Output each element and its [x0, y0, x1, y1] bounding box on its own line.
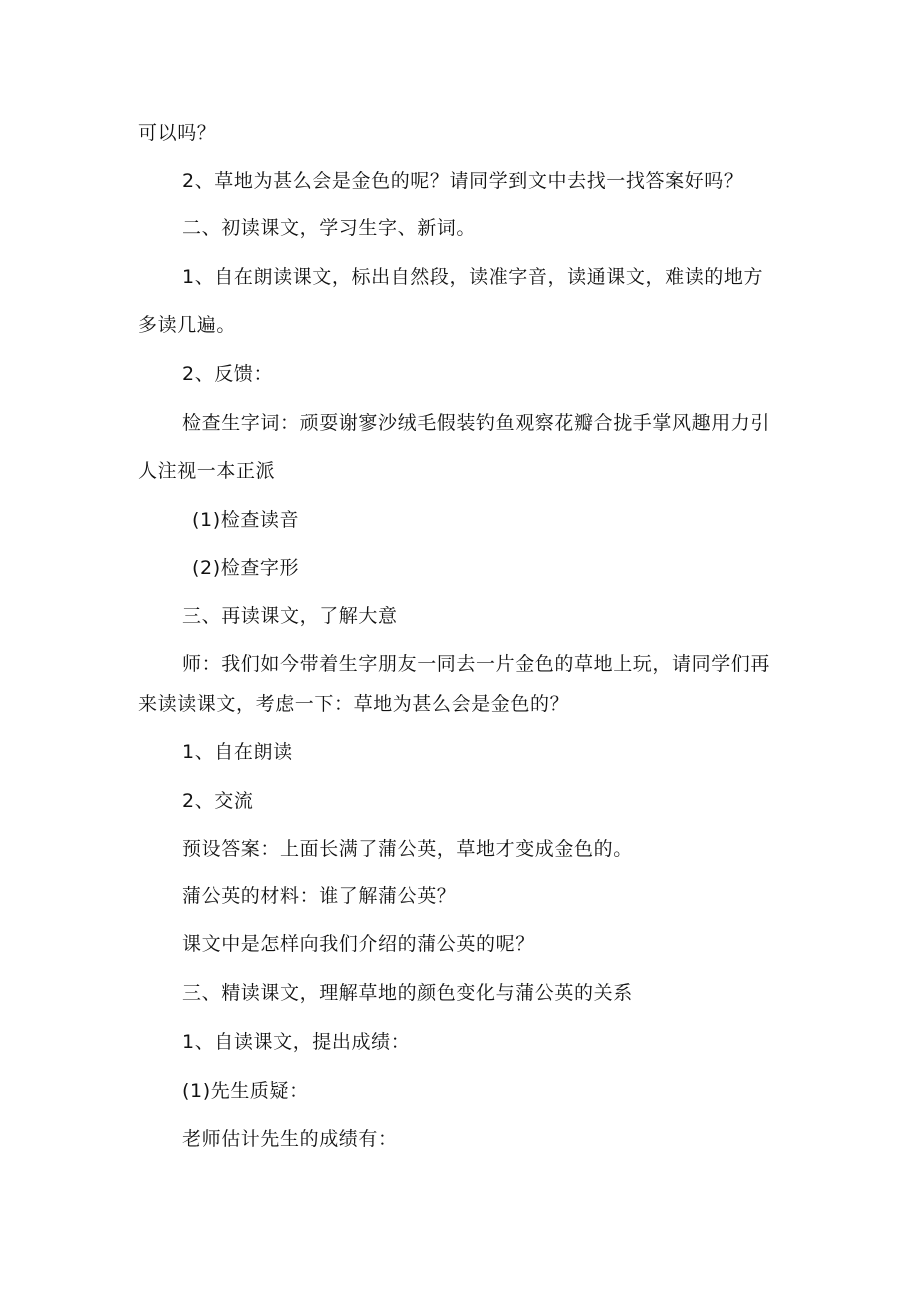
text-line-continuation: 可以吗？	[138, 122, 217, 144]
text-line-check-pronunciation: (1)检查读音	[192, 509, 300, 531]
text-line-question-raise: (1)先生质疑：	[182, 1080, 309, 1102]
text-line-answer: 预设答案：上面长满了蒲公英，草地才变成金色的。	[182, 838, 633, 860]
text-line-self-read: 1、自读课文，提出成绩：	[182, 1031, 411, 1053]
text-line-intro: 课文中是怎样向我们介绍的蒲公英的呢？	[182, 933, 535, 955]
text-line-check-shape: (2)检查字形	[192, 557, 300, 579]
section-heading-3a: 三、再读课文，了解大意	[182, 605, 398, 627]
text-line-read-aloud: 1、自在朗读	[182, 741, 293, 763]
text-line-question-2: 2、草地为甚么会是金色的呢？请同学到文中去找一找答案好吗？	[182, 170, 744, 192]
text-line-vocab: 检查生字词：顽耍谢寥沙绒毛假装钓鱼观察花瓣合拢手掌风趣用力引	[182, 412, 771, 434]
text-line-estimate: 老师估计先生的成绩有：	[182, 1128, 398, 1150]
text-line-step-2: 2、反馈：	[182, 363, 274, 385]
section-heading-2: 二、初读课文，学习生字、新词。	[182, 217, 477, 239]
section-heading-3b: 三、精读课文，理解草地的颜色变化与蒲公英的关系	[182, 982, 633, 1004]
text-line-teacher-cont: 来读读课文，考虑一下：草地为甚么会是金色的？	[138, 693, 570, 715]
text-line-vocab-cont: 人注视一本正派	[138, 460, 276, 482]
text-line-material: 蒲公英的材料：谁了解蒲公英？	[182, 885, 457, 907]
text-line-step-1-cont: 多读几遍。	[138, 314, 237, 336]
text-line-step-1: 1、自在朗读课文，标出自然段，读准字音，读通课文，难读的地方	[182, 266, 764, 288]
text-line-discuss: 2、交流	[182, 790, 254, 812]
text-line-teacher: 师：我们如今带着生字朋友一同去一片金色的草地上玩，请同学们再	[182, 653, 771, 675]
